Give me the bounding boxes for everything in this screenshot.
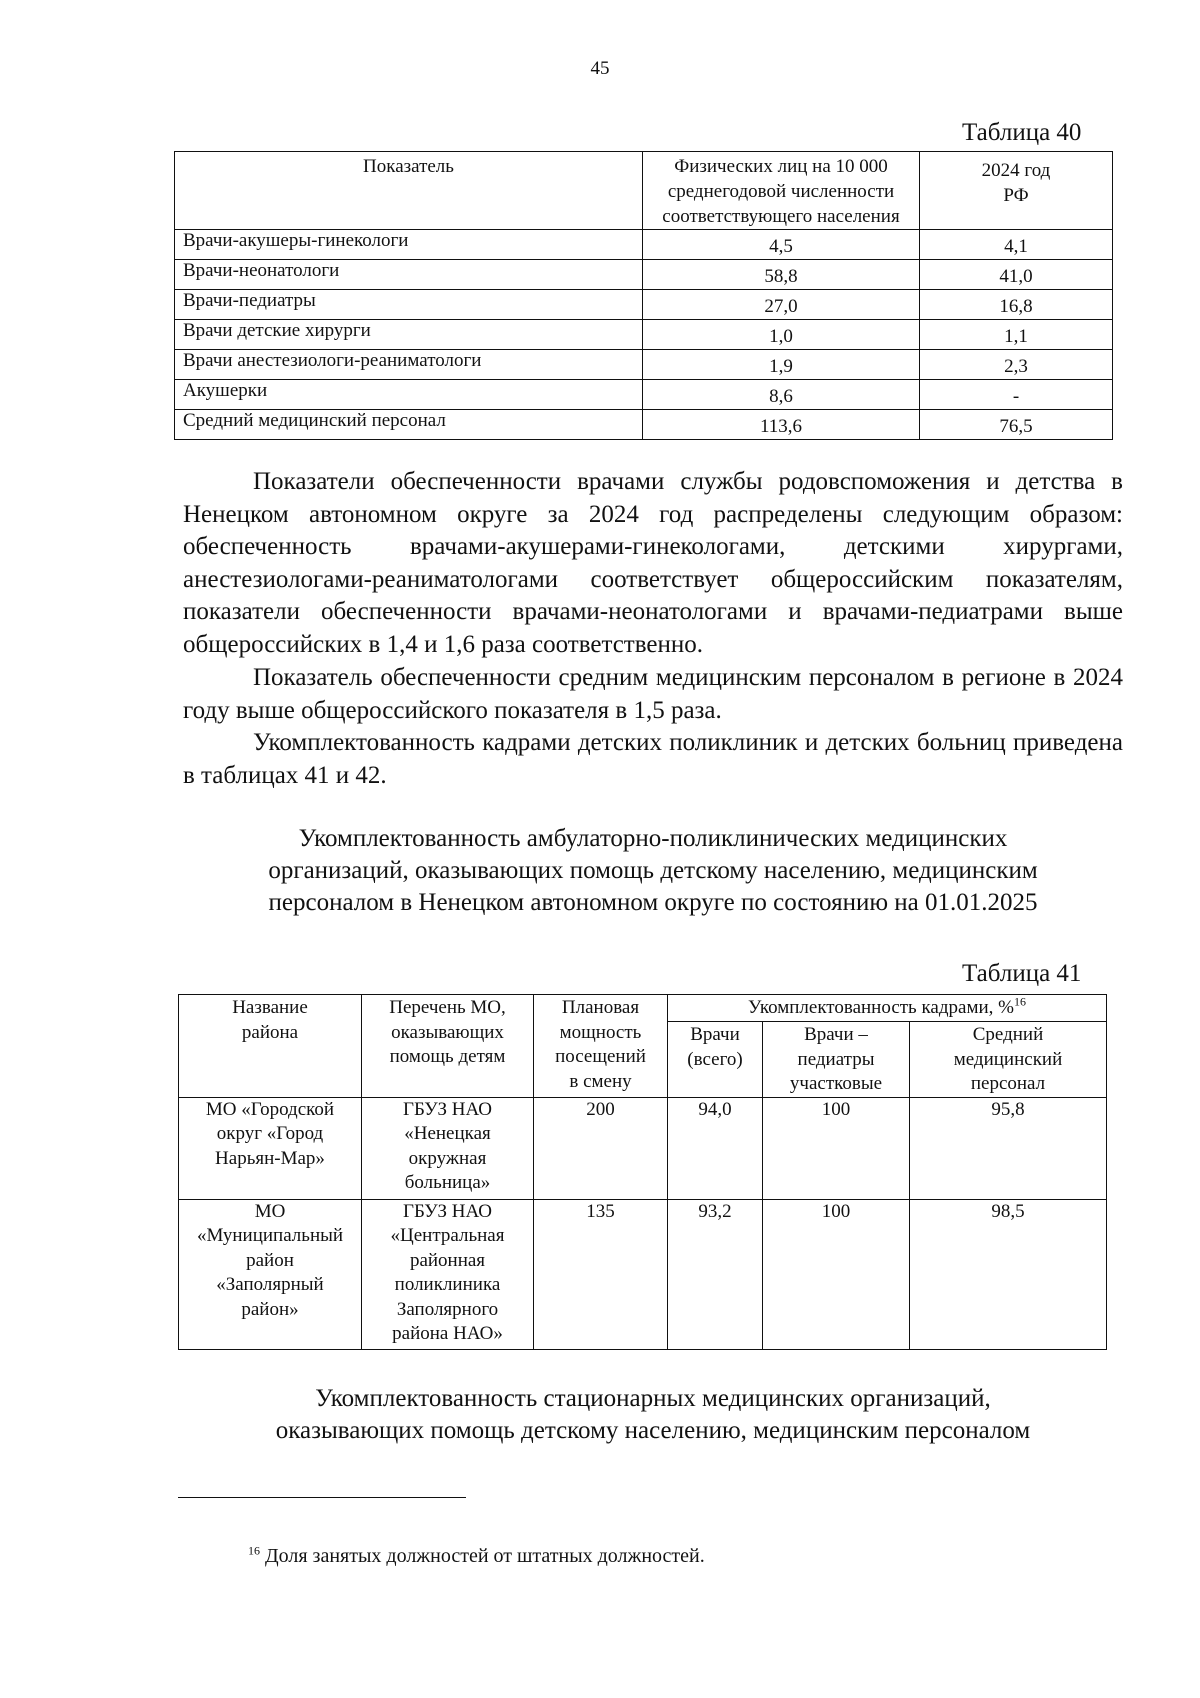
cell-doctors: 93,2 [668,1199,763,1349]
table-row: Врачи-акушеры-гинекологи 4,5 4,1 [175,230,1113,260]
table-row: Акушерки 8,6 - [175,380,1113,410]
table-41 [178,994,1107,1350]
header-nurses: Средний медицинский персонал [910,1022,1107,1098]
header-value: Физических лиц на 10 000 среднегодовой численности соответствующего населения [643,152,920,230]
table-row: Врачи-неонатологи 58,8 41,0 [175,260,1113,290]
cell-district: МО «Муниципальный район «Заполярный район» [179,1199,362,1349]
header-indicator: Показатель [175,152,643,230]
cell-pediatricians: 100 [763,1097,910,1199]
footnote-mark: 16 [248,1543,260,1558]
table-row: Средний медицинский персонал 113,6 76,5 [175,410,1113,440]
cell-mo: ГБУЗ НАО «Ненецкая окружная больница» [362,1097,534,1199]
cell-district: МО «Городской округ «Город Нарьян-Мар» [179,1097,362,1199]
table-row [179,1199,1107,1349]
table-40 [174,151,1113,440]
table-41-label: Таблица 41 [962,960,1082,987]
page-number: 45 [590,58,610,79]
cell-doctors: 94,0 [668,1097,763,1199]
cell-capacity: 135 [534,1199,668,1349]
footnote-text: Доля занятых должностей от штатных должностей. [265,1545,705,1567]
footnote-ref: 16 [1013,994,1026,1009]
section-heading-2: Укомплектованность стационарных медицинских организаций, оказывающих помощь детскому населению, медицинским персоналом [275,1385,1031,1444]
table-40-label: Таблица 40 [962,119,1082,146]
paragraph-2: Показатель обеспеченности средним медицинским персоналом в регионе в 2024 году выше общероссийского показателя в 1,5 раза. [183,664,1123,724]
header-mo-list: Перечень МО, оказывающих помощь детям [362,995,534,1098]
header-rf: 2024 год РФ [920,152,1113,230]
cell-capacity: 200 [534,1097,668,1199]
cell-nurses: 95,8 [910,1097,1107,1199]
table-row: Врачи детские хирурги 1,0 1,1 [175,320,1113,350]
cell-pediatricians: 100 [763,1199,910,1349]
section-heading-1: Укомплектованность амбулаторно-поликлинических медицинских организаций, оказывающих помощь детскому населению, медицинским персоналом в Ненецком автономном округе по состоянию на 01.01.2025 [268,825,1038,916]
table-row: Врачи-педиатры 27,0 16,8 [175,290,1113,320]
paragraph-3: Укомплектованность кадрами детских поликлиник и детских больниц приведена в таблицах 41 и 42. [183,729,1123,789]
table-row: Врачи анестезиологи-реаниматологи 1,9 2,3 [175,350,1113,380]
header-staffing: Укомплектованность кадрами, %$^{16}$ [668,995,1107,1022]
header-capacity: Плановая мощность посещений в смену [534,995,668,1098]
paragraph-1: Показатели обеспеченности врачами службы родовспоможения и детства в Ненецком автономном округе за 2024 год распределены следующим образом: обеспеченность врачами-акушерами-гинекологами, детскими хирургами, анестезиологами-реаниматологами соответствует общероссийским показателям, показатели обеспеченности врачами-неонатологами и врачами-педиатрами выше общероссийских в 1,4 и 1,6 раза соответственно. [183,468,1123,658]
table-row [179,1097,1107,1199]
footnote [248,1545,705,1568]
cell-mo: ГБУЗ НАО «Центральная районная поликлиника Заполярного района НАО» [362,1199,534,1349]
header-doctors: Врачи (всего) [668,1022,763,1098]
cell-nurses: 98,5 [910,1199,1107,1349]
header-district: Название района [179,995,362,1098]
footnote-divider [178,1497,466,1498]
header-pediatricians: Врачи – педиатры участковые [763,1022,910,1098]
